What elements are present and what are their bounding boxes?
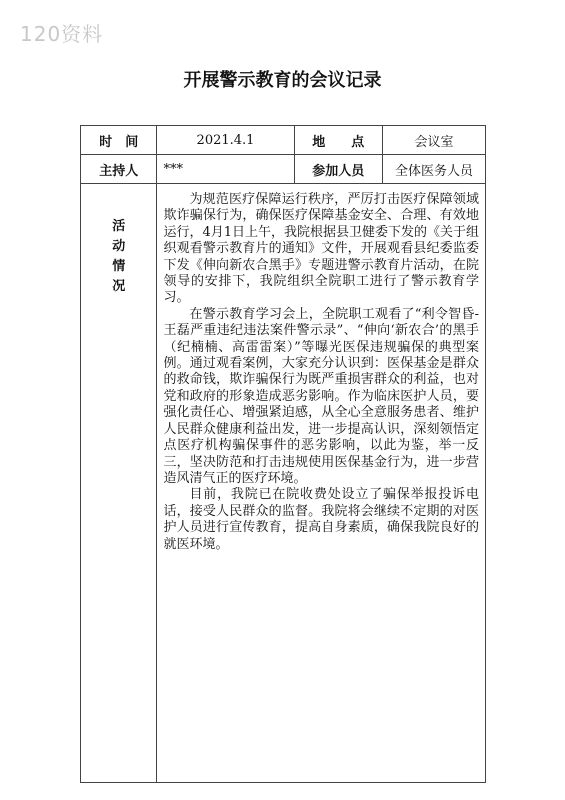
host-label: 主持人 — [81, 155, 157, 184]
participants-value: 全体医务人员 — [382, 155, 485, 184]
participants-label: 参加人员 — [294, 155, 382, 184]
activity-label-char: 活 — [112, 219, 126, 234]
time-value: 2021.4.1 — [157, 126, 294, 155]
activity-content — [157, 184, 486, 783]
content-paragraph: 在警示教育学习会上，全院职工观看了“利令智昏-王磊严重违纪违法案件警示录”、“伸向‘新农合’的黑手（纪楠楠、高雷雷案）”等曝光医保违规骗保的典型案例。通过观看案例，大家充分认识到：医保基金是群众的救命钱，欺诈骗保行为既严重损害群众的利益，也对党和政府的形象造成恶劣影响。作为临床医护人员，要强化责任心、增强紧迫感，从全心全意服务患者、维护人民群众健康利益出发，进一步提高认识，深刻领悟定点医疗机构骗保事件的恶劣影响，以此为鉴，举一反三，坚决防范和打击违规使用医保基金行为，进一步营造风清气正的医疗环境。 — [163, 306, 479, 486]
meeting-record-table — [80, 125, 486, 783]
watermark: 120资料 — [20, 22, 104, 46]
content-paragraph: 目前，我院已在院收费处设立了骗保举报投诉电话，接受人民群众的监督。我院将会继续不定期的对医护人员进行宣传教育，提高自身素质，确保我院良好的就医环境。 — [163, 487, 479, 552]
activity-label-char: 动 — [112, 239, 126, 254]
activity-label — [81, 184, 157, 783]
table-row-activity — [81, 184, 486, 783]
host-value: *** — [157, 155, 294, 184]
table-row-host-participants — [81, 155, 486, 184]
activity-label-char: 况 — [112, 279, 126, 294]
place-value: 会议室 — [382, 126, 485, 155]
table-row-time-place — [81, 126, 486, 155]
time-label: 时 间 — [81, 126, 157, 155]
document-title: 开展警示教育的会议记录 — [183, 70, 382, 91]
activity-label-char: 情 — [112, 259, 126, 274]
place-label: 地 点 — [294, 126, 382, 155]
content-paragraph: 为规范医疗保障运行秩序，严厉打击医疗保障领域欺诈骗保行为，确保医疗保障基金安全、合理、有效地运行，4月1日上午，我院根据县卫健委下发的《关于组织观看警示教育片的通知》文件，开展观看县纪委监委下发《伸向新农合黑手》专题进警示教育片活动，在院领导的安排下，我院组织全院职工进行了警示教育学习。 — [163, 192, 479, 306]
